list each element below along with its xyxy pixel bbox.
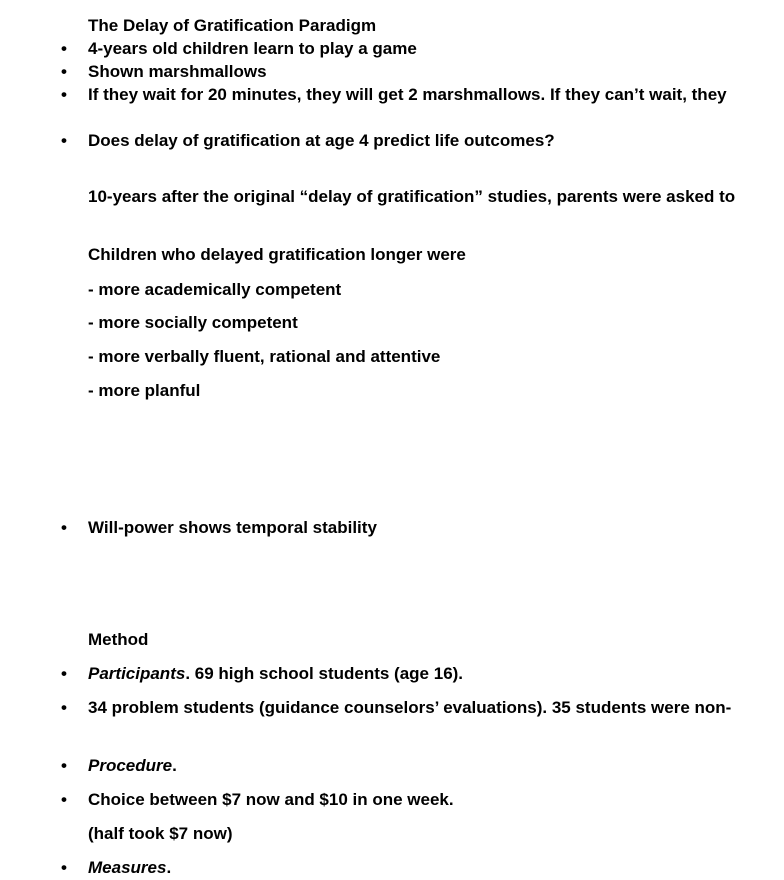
finding-item: - more planful: [88, 381, 201, 400]
bullet-icon: •: [61, 85, 67, 104]
followup-text: 10-years after the original “delay of gratification” studies, parents were asked to: [88, 187, 736, 206]
problem-students-bullet: 34 problem students (guidance counselors’ evaluations). 35 students were non-: [88, 698, 732, 717]
choice-note: (half took $7 now): [88, 824, 233, 843]
intro-bullet-3: If they wait for 20 minutes, they will get 2 marshmallows. If they can’t wait, they: [88, 85, 727, 104]
participants-text: . 69 high school students (age 16).: [185, 664, 464, 683]
participants-label: Participants: [88, 664, 186, 683]
finding-item: - more academically competent: [88, 280, 342, 299]
bullet-icon: •: [61, 518, 67, 537]
measures-label: Measures: [88, 858, 167, 877]
question-bullet: Does delay of gratification at age 4 predict life outcomes?: [88, 131, 555, 150]
measures-bullet: [88, 858, 171, 878]
measures-period: .: [166, 858, 172, 877]
choice-bullet: Choice between $7 now and $10 in one week.: [88, 790, 454, 809]
procedure-bullet: [88, 756, 177, 776]
intro-bullet-1: 4-years old children learn to play a game: [88, 39, 417, 58]
bullet-icon: •: [61, 790, 67, 809]
method-heading: Method: [88, 630, 149, 649]
bullet-icon: •: [61, 39, 67, 58]
bullet-icon: •: [61, 131, 67, 150]
procedure-label: Procedure: [88, 756, 173, 775]
page-title: The Delay of Gratification Paradigm: [88, 16, 377, 35]
intro-bullet-2: Shown marshmallows: [88, 62, 267, 81]
procedure-period: .: [172, 756, 177, 775]
finding-item: - more verbally fluent, rational and attentive: [88, 347, 441, 366]
participants-bullet: [88, 664, 463, 684]
finding-item: - more socially competent: [88, 313, 298, 332]
bullet-icon: •: [61, 756, 67, 775]
bullet-icon: •: [61, 858, 67, 877]
findings-heading: Children who delayed gratification longer were: [88, 245, 466, 264]
bullet-icon: •: [61, 698, 67, 717]
bullet-icon: •: [61, 62, 67, 81]
stability-bullet: Will-power shows temporal stability: [88, 518, 377, 537]
bullet-icon: •: [61, 664, 67, 683]
